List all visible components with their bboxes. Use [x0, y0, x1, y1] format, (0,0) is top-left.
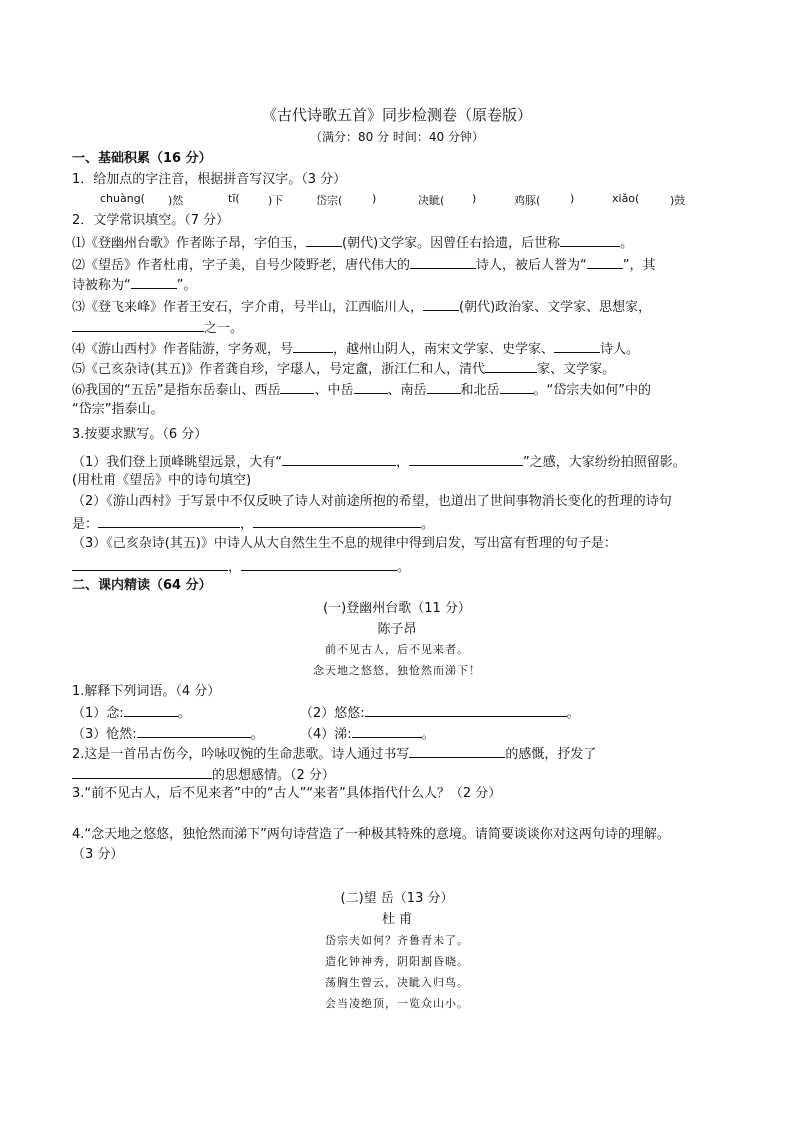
q3-line-2: (用杜甫《望岳》中的诗句填空): [72, 473, 252, 488]
blank[interactable]: [72, 317, 204, 332]
pinyin-chuang: chuàng(: [100, 192, 145, 205]
pinyin-jitun: 鸡豚(: [514, 194, 541, 207]
blank[interactable]: [560, 232, 620, 247]
poem2-line-4: 会当凌绝顶，一览众山小。: [325, 997, 469, 1010]
blank[interactable]: [427, 379, 461, 394]
pinyin-juezi: 决眦(: [418, 194, 445, 207]
blank[interactable]: [293, 338, 333, 353]
pinyin-row: [0, 192, 794, 210]
blank[interactable]: [500, 379, 534, 394]
q2-line-2: ⑵《望岳》作者杜甫，字子美，自号少陵野老，唐代伟大的 诗人，被后人誉为“ ”，其: [72, 254, 656, 276]
poem1-author: 陈子昂: [377, 622, 417, 637]
p1-q1-row-2: （3）怆然: 。: [72, 723, 264, 745]
q3-line-4: 是： ， 。: [72, 513, 434, 535]
q2-line-4: ⑶《登飞来峰》作者王安石，字介甫，号半山，江西临川人， (朝代)政治家、文学家、思想家，: [72, 296, 651, 318]
q3-line-6: ， 。: [72, 556, 410, 578]
q2-line-9: “岱宗”指泰山。: [72, 402, 164, 417]
poem1-title: (一)登幽州台歌（11 分）: [323, 601, 471, 616]
q3-line-1: （1）我们登上顶峰眺望远景，大有“ ， ”之感，大家纷纷拍照留影。: [72, 451, 686, 473]
pinyin-jitun-end: ): [570, 192, 575, 205]
blank[interactable]: [72, 556, 228, 571]
blank[interactable]: [409, 451, 523, 466]
pinyin-xiao-end: )鼓: [670, 194, 686, 207]
p1-q1-row-1: （1）念: 。: [72, 702, 191, 724]
blank[interactable]: [124, 702, 178, 717]
poem1-line-2: 念天地之悠悠，独怆然而涕下！: [313, 664, 481, 677]
blank[interactable]: [409, 743, 505, 758]
p1-question-1-stem: 1.解释下列词语。（4 分）: [72, 684, 221, 699]
blank[interactable]: [354, 379, 388, 394]
blank[interactable]: [72, 764, 212, 779]
q2-line-6: ⑷《游山西村》作者陆游，字务观，号 ，越州山阴人，南宋文学家、史学家、 诗人。: [72, 338, 639, 360]
blank[interactable]: [282, 451, 396, 466]
blank[interactable]: [280, 379, 314, 394]
q2-line-1: ⑴《登幽州台歌》作者陈子昂，字伯玉， (朝代)文学家。因曾任右拾遗，后世称 。: [72, 232, 633, 254]
question-3-stem: 3.按要求默写。（6 分）: [72, 427, 208, 442]
p1-q4-line-2: （3 分）: [72, 847, 124, 862]
blank[interactable]: [306, 232, 342, 247]
poem1-line-1: 前不见古人，后不见来者。: [325, 643, 469, 656]
blank[interactable]: [587, 254, 623, 269]
blank[interactable]: [137, 723, 251, 738]
q3-line-5: （3）《己亥杂诗(其五)》中诗人从大自然生生不息的规律中得到启发，写出富有哲理的句子是：: [72, 536, 617, 551]
p1-q2-line-1: 2.这是一首吊古伤今，吟咏叹惋的生命悲歌。诗人通过书写 的感慨，抒发了: [72, 743, 596, 765]
poem2-line-3: 荡胸生曾云，决眦入归鸟。: [325, 976, 469, 989]
pinyin-daizong: 岱宗(: [316, 194, 343, 207]
page-subtitle: （满分：80 分 时间：40 分钟）: [310, 130, 484, 144]
blank[interactable]: [485, 358, 537, 373]
p1-q4-line-1: 4.“念天地之悠悠，独怆然而涕下”两句诗营造了一种极其特殊的意境。请简要谈谈你对这两句诗的理解。: [72, 827, 670, 842]
p1-question-3: 3.“前不见古人，后不见来者”中的“古人”“来者”具体指代什么人？（2 分）: [72, 786, 502, 801]
p1-q1-row-1b: （2）悠悠: 。: [300, 702, 580, 724]
blank[interactable]: [423, 296, 459, 311]
poem2-line-1: 岱宗夫如何？齐鲁青未了。: [325, 934, 469, 947]
q2-line-8: ⑹我国的“五岳”是指东岳泰山、西岳 、中岳 、南岳 和北岳 。“岱宗夫如何”中的: [72, 379, 651, 401]
blank[interactable]: [241, 556, 397, 571]
q2-line-3: 诗被称为“ ”。: [72, 274, 197, 296]
q2-line-5: 之一。: [72, 317, 243, 339]
pinyin-ti: tī(: [228, 192, 240, 205]
p1-q1-row-2b: （4）涕: 。: [300, 723, 435, 745]
blank[interactable]: [365, 702, 567, 717]
poem2-author: 杜 甫: [381, 912, 413, 927]
section-heading-reading: 二、课内精读（64 分）: [72, 578, 212, 593]
blank[interactable]: [554, 338, 600, 353]
pinyin-ti-end: )下: [268, 194, 284, 207]
q2-line-7: ⑸《己亥杂诗(其五)》作者龚自珍，字璱人，号定盦，浙江仁和人，清代 家、文学家。: [72, 358, 615, 380]
blank[interactable]: [98, 513, 240, 528]
page-title: 《古代诗歌五首》同步检测卷（原卷版）: [261, 106, 532, 124]
pinyin-xiao: xiǎo(: [612, 192, 640, 205]
question-1-stem: 1．给加点的字注音，根据拼音写汉字。（3 分）: [72, 172, 347, 187]
blank[interactable]: [410, 254, 476, 269]
q3-line-3: （2）《游山西村》于写景中不仅反映了诗人对前途所抱的希望，也道出了世间事物消长变化的哲理的诗句: [72, 494, 672, 509]
poem2-title: (二)望 岳（13 分）: [340, 891, 454, 906]
blank[interactable]: [253, 513, 421, 528]
question-2-stem: 2．文学常识填空。（7 分）: [72, 213, 230, 228]
pinyin-chuang-end: )然: [168, 194, 184, 207]
p1-q2-line-2: 的思想感情。（2 分）: [72, 764, 335, 786]
poem2-line-2: 造化钟神秀，阴阳割昏晓。: [325, 955, 469, 968]
section-heading-basics: 一、基础积累（16 分）: [72, 151, 212, 166]
blank[interactable]: [352, 723, 422, 738]
pinyin-juezi-end: ): [472, 192, 477, 205]
blank[interactable]: [131, 274, 177, 289]
pinyin-daizong-end: ): [372, 192, 377, 205]
